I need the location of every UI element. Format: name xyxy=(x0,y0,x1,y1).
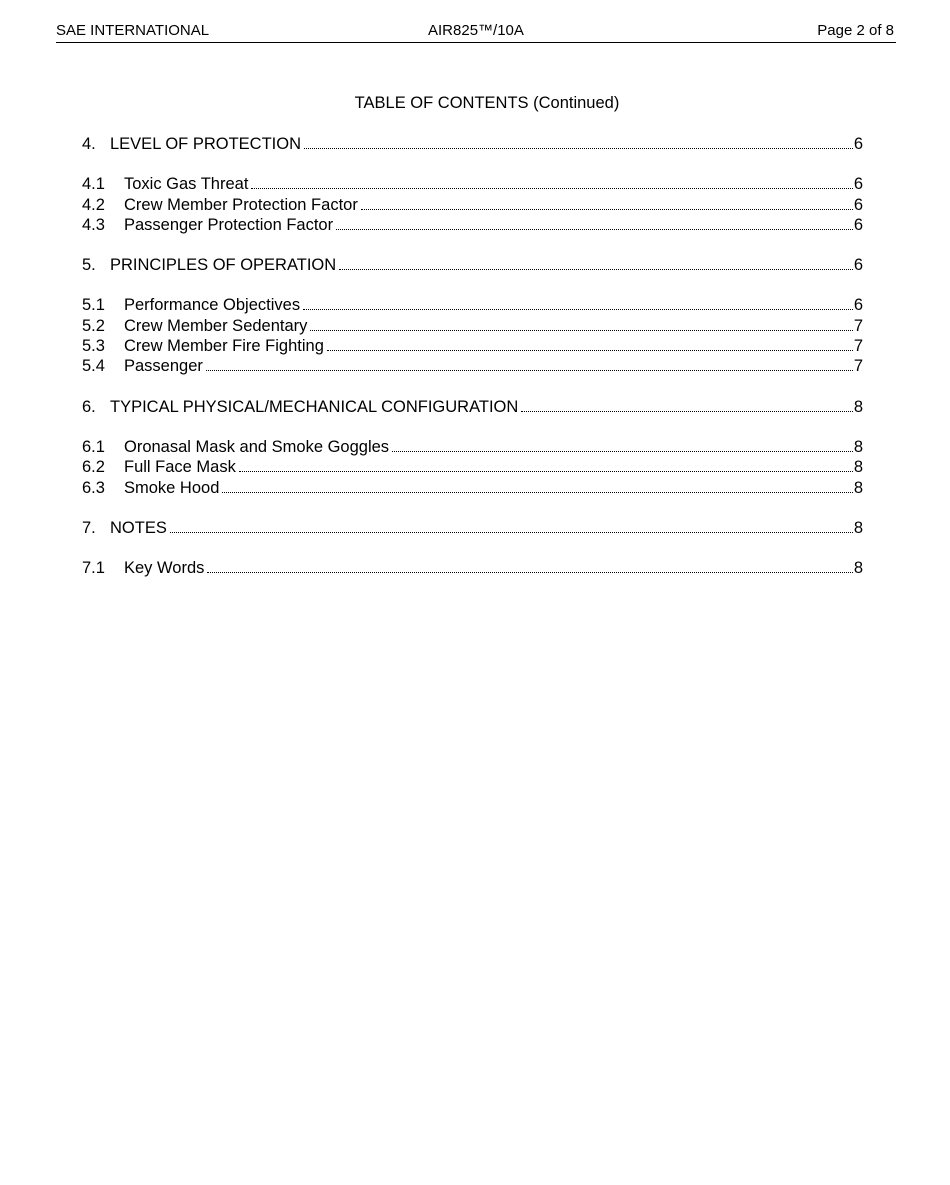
dot-leader xyxy=(170,520,853,533)
toc-entry xyxy=(82,134,863,154)
dot-leader xyxy=(361,197,853,210)
toc-entry-label: Crew Member Sedentary xyxy=(124,316,308,335)
toc-entry xyxy=(82,356,863,376)
toc-entry xyxy=(82,437,863,457)
toc-entry-page: 6 xyxy=(853,256,863,275)
toc-entry-label: Performance Objectives xyxy=(124,296,301,315)
toc-entry xyxy=(82,457,863,477)
toc-entry-page: 6 xyxy=(853,135,863,153)
toc-entry-number: 6.3 xyxy=(82,478,105,497)
toc-entry-page: 6 xyxy=(853,175,863,194)
header-document-id: AIR825™/10A xyxy=(428,22,524,39)
toc-entry-number: 5.2 xyxy=(82,316,105,335)
toc-entry xyxy=(82,478,863,498)
toc-entry xyxy=(82,397,863,417)
toc-entry-label: NOTES xyxy=(110,518,167,537)
toc-entry xyxy=(82,174,863,194)
dot-leader xyxy=(222,480,852,493)
toc-entry-page: 8 xyxy=(853,458,863,477)
table-of-contents xyxy=(82,134,863,578)
toc-entry-label: TYPICAL PHYSICAL/MECHANICAL CONFIGURATION xyxy=(110,397,519,416)
toc-title: TABLE OF CONTENTS (Continued) xyxy=(354,94,620,112)
toc-entry-page: 6 xyxy=(853,195,863,214)
toc-entry-number: 6. xyxy=(82,397,96,416)
toc-entry-label: Passenger xyxy=(124,357,203,376)
toc-entry-number: 7.1 xyxy=(82,559,105,578)
toc-entry xyxy=(82,336,863,356)
dot-leader xyxy=(327,338,853,351)
page-header xyxy=(56,20,896,43)
toc-entry xyxy=(82,255,863,275)
toc-entry xyxy=(82,558,863,578)
toc-entry-page: 8 xyxy=(853,437,863,456)
toc-entry-label: Oronasal Mask and Smoke Goggles xyxy=(124,437,390,456)
toc-entry-label: Passenger Protection Factor xyxy=(124,215,334,234)
toc-entry-page: 7 xyxy=(853,357,863,376)
toc-entry-number: 7. xyxy=(82,518,96,537)
toc-entry-page: 8 xyxy=(853,559,863,578)
dot-leader xyxy=(304,136,853,149)
dot-leader xyxy=(207,560,852,573)
toc-entry-label: PRINCIPLES OF OPERATION xyxy=(110,256,337,275)
toc-entry-page: 7 xyxy=(853,316,863,335)
toc-entry-label: Crew Member Protection Factor xyxy=(124,195,358,214)
toc-entry-page: 6 xyxy=(853,296,863,315)
header-page-number: Page 2 of 8 xyxy=(817,22,894,39)
toc-entry-page: 8 xyxy=(853,478,863,497)
toc-entry-page: 7 xyxy=(853,337,863,356)
toc-entry-label: Crew Member Fire Fighting xyxy=(124,337,324,356)
toc-entry xyxy=(82,518,863,538)
toc-entry-number: 5.4 xyxy=(82,357,105,376)
toc-entry xyxy=(82,316,863,336)
toc-entry-number: 5.3 xyxy=(82,337,105,356)
toc-entry-page: 8 xyxy=(853,518,863,537)
toc-entry-label: Full Face Mask xyxy=(124,458,236,477)
toc-entry-label: Smoke Hood xyxy=(124,478,220,497)
dot-leader xyxy=(303,297,853,310)
dot-leader xyxy=(339,257,853,270)
toc-entry-number: 4.2 xyxy=(82,195,105,214)
toc-entry-page: 8 xyxy=(853,397,863,416)
toc-entry-number: 5.1 xyxy=(82,296,105,315)
toc-entry-label: Toxic Gas Threat xyxy=(124,175,249,194)
toc-entry-page: 6 xyxy=(853,215,863,234)
dot-leader xyxy=(310,318,852,331)
toc-entry xyxy=(82,295,863,315)
dot-leader xyxy=(239,459,853,472)
dot-leader xyxy=(521,399,853,412)
toc-entry-number: 4.3 xyxy=(82,215,105,234)
toc-entry-label: Key Words xyxy=(124,559,205,578)
dot-leader xyxy=(206,358,853,371)
dot-leader xyxy=(392,439,853,452)
toc-entry-number: 5. xyxy=(82,256,96,275)
toc-entry-number: 6.2 xyxy=(82,458,105,477)
header-organization: SAE INTERNATIONAL xyxy=(56,22,210,39)
toc-entry-label: LEVEL OF PROTECTION xyxy=(110,135,302,153)
toc-entry-number: 4.1 xyxy=(82,175,105,194)
toc-entry xyxy=(82,215,863,235)
dot-leader xyxy=(251,176,852,189)
toc-entry-number: 6.1 xyxy=(82,437,105,456)
toc-entry-number: 4. xyxy=(82,135,96,153)
toc-entry xyxy=(82,195,863,215)
dot-leader xyxy=(336,217,853,230)
